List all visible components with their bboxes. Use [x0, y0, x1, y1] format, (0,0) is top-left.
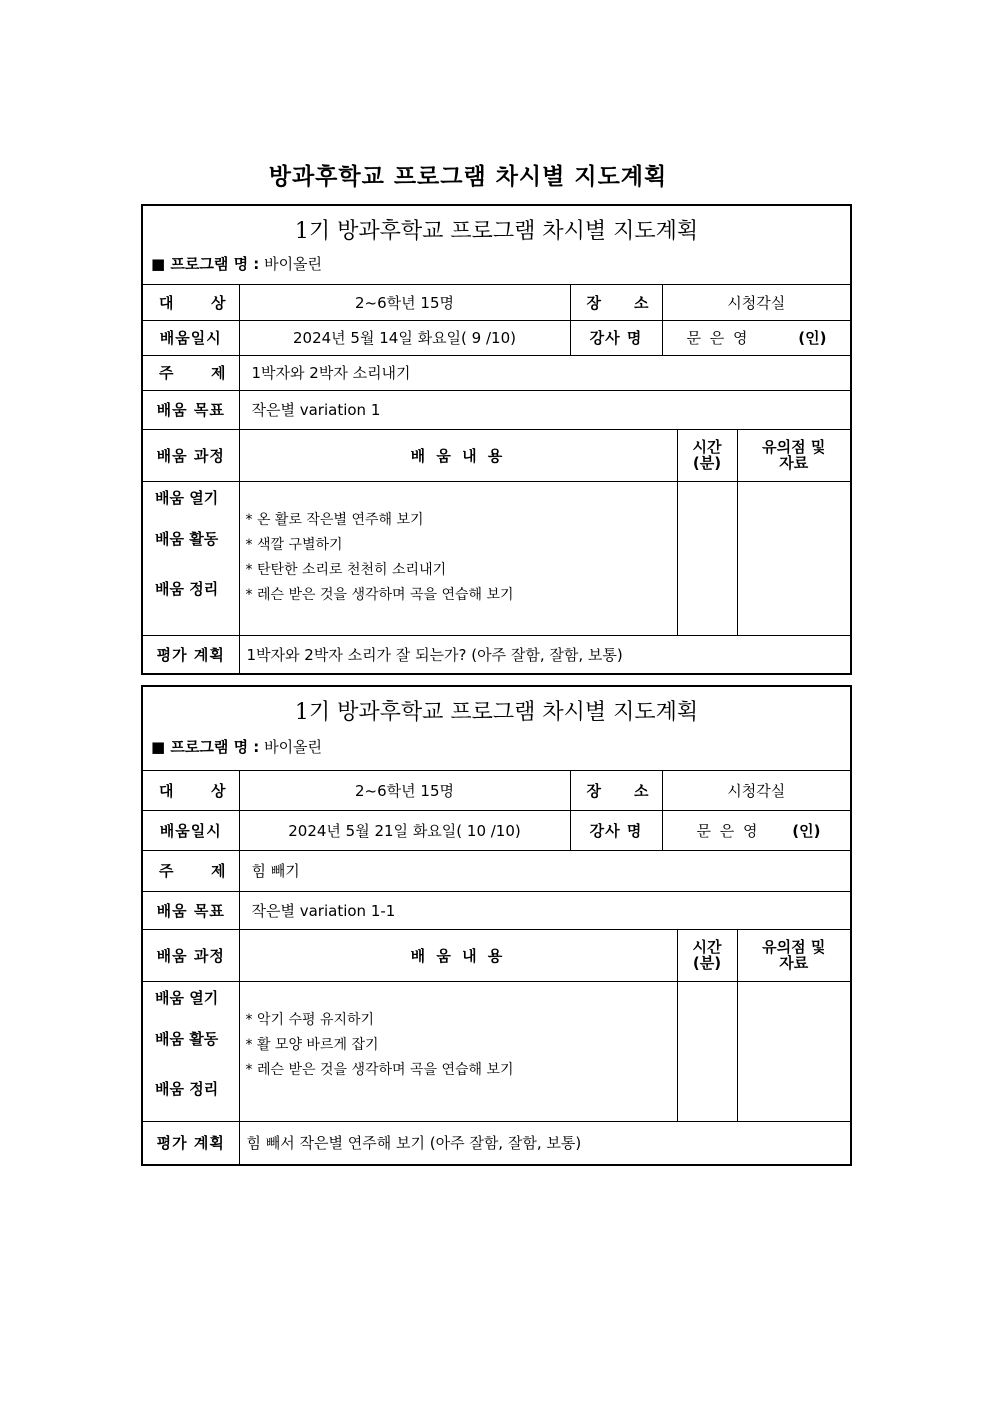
target-label: 대 상 — [143, 285, 239, 320]
stage-activity: 배움 활동 — [155, 1029, 219, 1048]
stage-activity: 배움 활동 — [155, 529, 219, 548]
place-value: 시청각실 — [662, 285, 850, 320]
plan-title: 1기 방과후학교 프로그램 차시별 지도계획 — [294, 700, 699, 725]
notes-header-line1: 유의점 및 — [762, 938, 826, 956]
activity-list — [239, 981, 677, 1121]
target-value: 2~6학년 15명 — [239, 285, 570, 320]
activity-item: * 악기 수평 유지하기 — [245, 1011, 375, 1028]
activity-list — [239, 481, 677, 635]
notes-header-line1: 유의점 및 — [762, 438, 826, 456]
date-label: 배움일시 — [143, 810, 239, 850]
stage-open: 배움 열기 — [155, 988, 219, 1007]
date-label: 배움일시 — [143, 320, 239, 355]
place-label: 장 소 — [570, 771, 662, 810]
content-header: 배 움 내 용 — [239, 929, 677, 981]
notes-header — [737, 929, 850, 981]
teacher-value: 문 은 영 — [696, 821, 760, 840]
place-label: 장 소 — [570, 285, 662, 320]
time-header-line2: (분) — [692, 954, 722, 972]
time-header — [677, 429, 737, 481]
subject-value: 힘 빼기 — [239, 850, 850, 891]
teacher-cell — [662, 810, 850, 850]
date-value: 2024년 5월 21일 화요일( 10 /10) — [239, 810, 570, 850]
time-header — [677, 929, 737, 981]
plan-table — [143, 771, 850, 1164]
evaluation-label: 평가 계획 — [143, 1121, 239, 1164]
activity-item: * 온 활로 작은별 연주해 보기 — [245, 511, 424, 528]
content-header: 배 움 내 용 — [239, 429, 677, 481]
plan-title: 1기 방과후학교 프로그램 차시별 지도계획 — [294, 219, 699, 244]
place-value: 시청각실 — [662, 771, 850, 810]
goal-label: 배움 목표 — [143, 390, 239, 429]
teacher-value: 문 은 영 — [686, 329, 750, 347]
plan-table — [143, 285, 850, 673]
stage-close: 배움 정리 — [155, 1079, 219, 1098]
time-header-line1: 시간 — [692, 938, 722, 956]
time-header-line1: 시간 — [692, 438, 722, 456]
lesson-plan-1 — [141, 204, 852, 675]
date-value: 2024년 5월 14일 화요일( 9 /10) — [239, 320, 570, 355]
program-name-label: ■ 프로그램 명 : — [151, 738, 260, 756]
program-name-line — [143, 725, 850, 770]
goal-value: 작은별 variation 1 — [239, 390, 850, 429]
activity-item: * 레슨 받은 것을 생각하며 곡을 연습해 보기 — [245, 1061, 514, 1078]
stage-column — [143, 981, 239, 1121]
program-name-label: ■ 프로그램 명 : — [151, 255, 260, 273]
time-header-line2: (분) — [692, 454, 722, 472]
teacher-label: 강사 명 — [570, 320, 662, 355]
process-header: 배움 과정 — [143, 929, 239, 981]
plan-header — [143, 687, 850, 771]
seal-mark: (인) — [798, 329, 827, 347]
program-name-line — [143, 244, 850, 284]
notes-cell — [737, 481, 850, 635]
seal-mark: (인) — [792, 821, 821, 840]
notes-header — [737, 429, 850, 481]
evaluation-value: 힘 빼서 작은별 연주해 보기 (아주 잘함, 잘함, 보통) — [239, 1121, 850, 1164]
time-cell — [677, 481, 737, 635]
stage-close: 배움 정리 — [155, 579, 219, 598]
program-name-value: 바이올린 — [264, 255, 323, 273]
subject-value: 1박자와 2박자 소리내기 — [239, 355, 850, 390]
activity-item: * 색깔 구별하기 — [245, 536, 343, 553]
stage-open: 배움 열기 — [155, 488, 219, 507]
target-label: 대 상 — [143, 771, 239, 810]
goal-value: 작은별 variation 1-1 — [239, 891, 850, 929]
teacher-cell — [662, 320, 850, 355]
activity-item: * 레슨 받은 것을 생각하며 곡을 연습해 보기 — [245, 586, 514, 603]
document-title: 방과후학교 프로그램 차시별 지도계획 — [268, 164, 668, 190]
notes-header-line2: 자료 — [779, 454, 809, 472]
lesson-plan-2 — [141, 685, 852, 1166]
target-value: 2~6학년 15명 — [239, 771, 570, 810]
program-name-value: 바이올린 — [264, 738, 323, 756]
goal-label: 배움 목표 — [143, 891, 239, 929]
notes-cell — [737, 981, 850, 1121]
subject-label: 주 제 — [143, 355, 239, 390]
process-header: 배움 과정 — [143, 429, 239, 481]
activity-item: * 탄탄한 소리로 천천히 소리내기 — [245, 561, 447, 578]
stage-column — [143, 481, 239, 635]
evaluation-value: 1박자와 2박자 소리가 잘 되는가? (아주 잘함, 잘함, 보통) — [239, 635, 850, 673]
time-cell — [677, 981, 737, 1121]
evaluation-label: 평가 계획 — [143, 635, 239, 673]
notes-header-line2: 자료 — [779, 954, 809, 972]
subject-label: 주 제 — [143, 850, 239, 891]
plan-header — [143, 206, 850, 285]
activity-item: * 활 모양 바르게 잡기 — [245, 1036, 379, 1053]
teacher-label: 강사 명 — [570, 810, 662, 850]
